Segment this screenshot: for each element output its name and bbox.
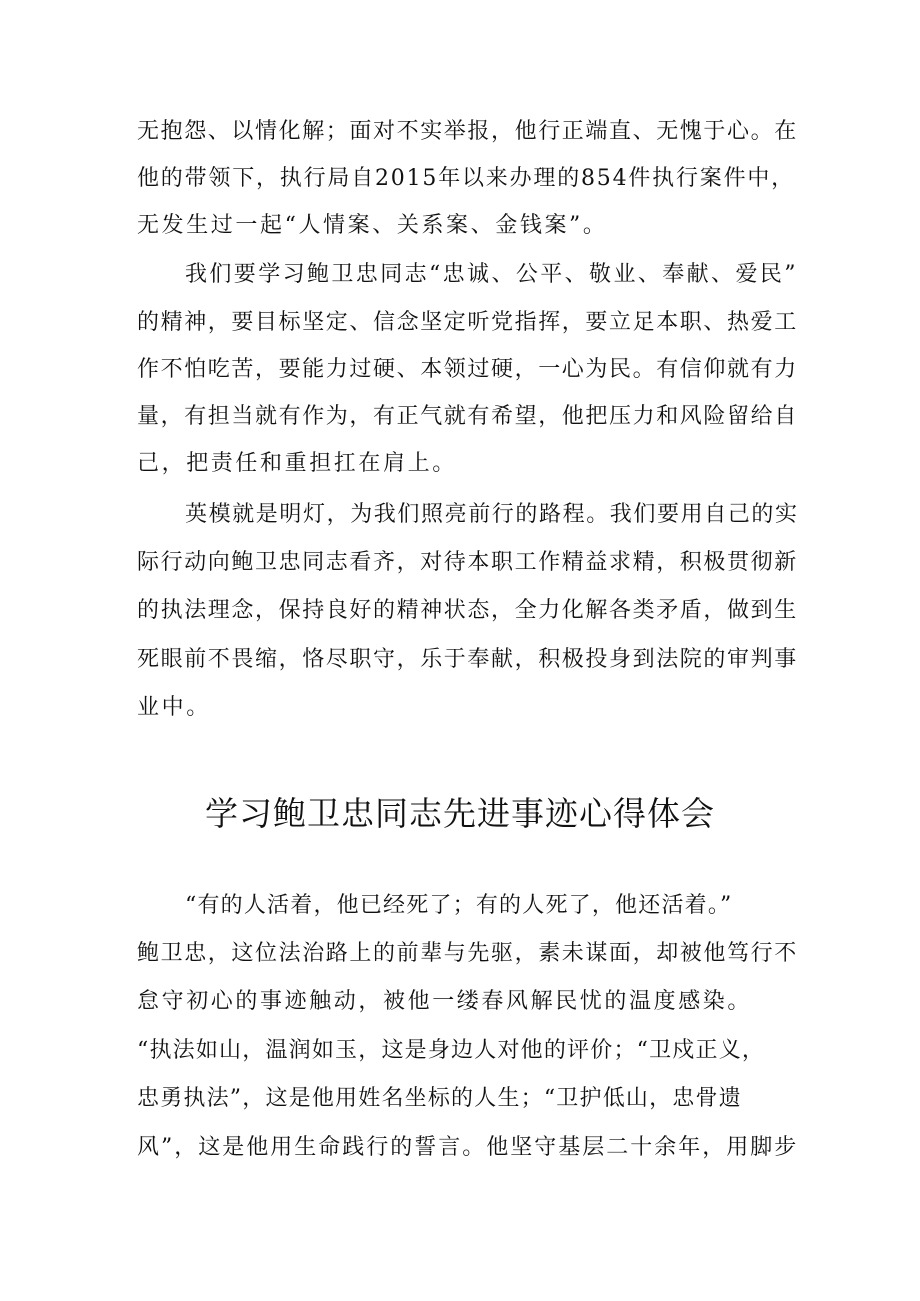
- paragraph-4-line-3: 怠守初心的事迹触动，被他一缕春风解民忧的温度感染。: [137, 989, 753, 1014]
- paragraph-3-line-5: 业中。: [137, 695, 211, 720]
- paragraph-2-line-3: 作不怕吃苦，要能力过硬、本领过硬，一心为民。有信仰就有力: [137, 357, 798, 382]
- paragraph-2-line-2: 的精神，要目标坚定、信念坚定听党指挥，要立足本职、热爱工: [137, 310, 798, 335]
- paragraph-3-line-2: 际行动向鲍卫忠同志看齐，对待本职工作精益求精，积极贯彻新: [137, 550, 798, 575]
- paragraph-2-line-5: 己，把责任和重担扛在肩上。: [137, 451, 457, 476]
- section-title: 学习鲍卫忠同志先进事迹心得体会: [205, 794, 715, 833]
- paragraph-1-line-2: 他的带领下，执行局自2015年以来办理的854件执行案件中，: [137, 166, 795, 191]
- paragraph-2-line-1: 我们要学习鲍卫忠同志“忠诚、公平、敬业、奉献、爱民”: [185, 262, 798, 287]
- paragraph-3-line-4: 死眼前不畏缩，恪尽职守，乐于奉献，积极投身到法院的审判事: [137, 647, 798, 672]
- paragraph-4-line-5: 忠勇执法”，这是他用姓名坐标的人生；“卫护低山，忠骨遗: [137, 1086, 742, 1111]
- paragraph-4-line-2: 鲍卫忠，这位法治路上的前辈与先驱，素未谋面，却被他笃行不: [137, 941, 798, 966]
- paragraph-4-line-4: “执法如山，温润如玉，这是身边人对他的评价；“卫戍正义，: [137, 1038, 766, 1063]
- paragraph-3-line-3: 的执法理念，保持良好的精神状态，全力化解各类矛盾，做到生: [137, 598, 798, 623]
- paragraph-1-line-3: 无发生过一起“人情案、关系案、金钱案”。: [137, 213, 608, 238]
- paragraph-3-line-1: 英模就是明灯，为我们照亮前行的路程。我们要用自己的实: [185, 502, 799, 527]
- paragraph-2-line-4: 量，有担当就有作为，有正气就有希望，他把压力和风险留给自: [137, 404, 798, 429]
- paragraph-4-line-6: 风”，这是他用生命践行的誓言。他坚守基层二十余年，用脚步: [137, 1135, 799, 1160]
- paragraph-1-line-1: 无抱怨、以情化解；面对不实举报，他行正端直、无愧于心。在: [137, 119, 798, 144]
- paragraph-4-line-1: “有的人活着，他已经死了；有的人死了，他还活着。”: [185, 893, 733, 918]
